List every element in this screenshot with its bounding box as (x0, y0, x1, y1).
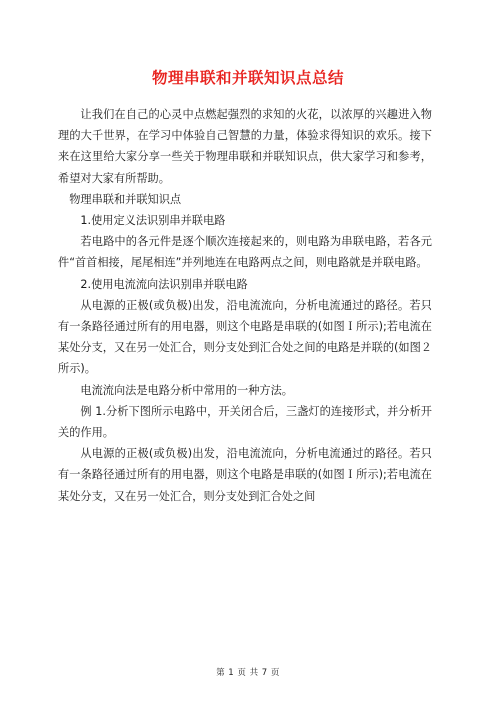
paragraph: 例 1.分析下图所示电路中，开关闭合后，三盏灯的连接形式，并分析开关的作用。 (58, 404, 432, 440)
document-body (58, 104, 432, 507)
paragraph: 2.使用电流流向法识别串并联电路 (80, 277, 248, 291)
document-title: 物理串联和并联知识点总结 (151, 69, 344, 87)
paragraph: 电流流向法是电路分析中常用的一种方法。 (80, 383, 293, 397)
paragraph: 1.使用定义法识别串并联电路 (80, 214, 226, 228)
paragraph: 从电源的正极(或负极)出发，沿电流流向，分析电流通过的路径。若只有一条路径通过所有的用电器，则这个电路是串联的(如图Ｉ所示);若电流在某处分支，又在另一处汇合，则分支处到汇合处之间的电路是并联的(如图２所示)。 (58, 298, 432, 376)
paragraph: 从电源的正极(或负极)出发，沿电流流向，分析电流通过的路径。若只有一条路径通过所有的用电器，则这个电路是串联的(如图Ｉ所示);若电流在某处分支，又在另一处汇合，则分支处到汇合处之间 (58, 447, 432, 503)
page-footer: 第 1 页 共 7 页 (216, 668, 280, 678)
section-heading: 物理串联和并联知识点 (69, 192, 182, 206)
paragraph: 让我们在自己的心灵中点燃起强烈的求知的火花，以浓厚的兴趣进入物理的大千世界，在学习中体验自己智慧的力量，体验求得知识的欢乐。接下来在这里给大家分享一些关于物理串联和并联知识点，供大家学习和参考，希望对大家有所帮助。 (58, 108, 432, 185)
paragraph: 若电路中的各元件是逐个顺次连接起来的，则电路为串联电路，若各元件“首首相接，尾尾相连”并列地连在电路两点之间，则电路就是并联电路。 (58, 235, 432, 270)
